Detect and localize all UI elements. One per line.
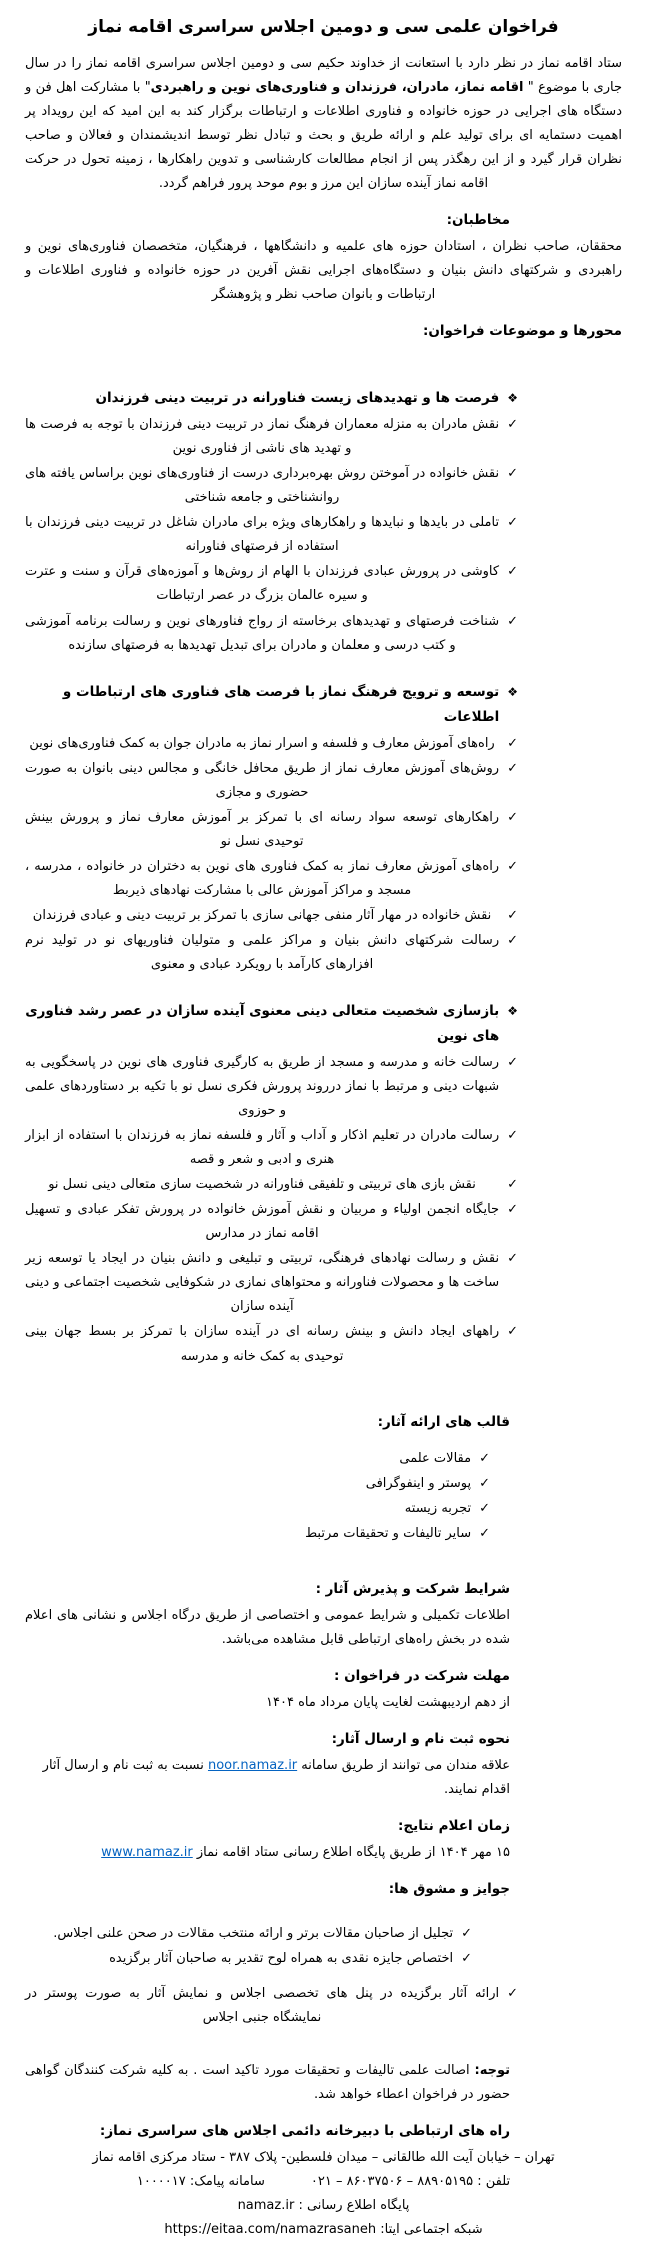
check-icon: ✓ [507, 515, 518, 531]
note-label: توجه: [474, 2063, 510, 2079]
diamond-bullet-icon: ❖ [507, 391, 518, 406]
check-icon: ✓ [507, 613, 518, 629]
bullet-text: روش‌های آموزش معارف نماز از طریق محافل خانگی و مجالس دینی بانوان به صورت حضوری و مجازی [25, 760, 500, 800]
axes-heading: محورها و موضوعات فراخوان: [422, 323, 622, 340]
intro-text-after: " با مشارکت اهل فن و دستگاه های اجرایی در حوزه خانواده و فناوری اطلاعات و ارتباطات برگزار کند به این امید که این رویداد پر اهمیت دستمایه ای برای تولید علم و ارائه طریق و بحث و تبادل نظر توسط اندیشمندان و فعالان و صاحب نظران قرار گیرد و از این رهگذر پس از انجام مطالعات کارشناسی و تدوین راهکارها ، زمینه تحول در حرکت اقامه نماز آینده سازان این مرز و بوم موحد پرور فراهم گردد. [25, 79, 622, 192]
diamond-bullet-icon: ❖ [507, 1004, 518, 1018]
registration-heading: نحوه ثبت نام و ارسال آثار: [331, 1730, 510, 1747]
check-icon: ✓ [507, 1324, 518, 1340]
bullet-text: کاوشی در پرورش عبادی فرزندان با الهام از روش‌ها و آموزه‌های قرآن و سنت و عترت و سیره عالمان بزرگ در عصر ارتباطات [25, 564, 500, 604]
bullet-text: راههای ایجاد دانش و بینش رسانه ای در آینده سازان با تمرکز بر بسط جهان بینی توحیدی به کمک خانه و مدرسه [25, 1324, 500, 1364]
bullet-text: نقش خانواده در آموختن روش بهره‌برداری درست از فناوری‌های نوین براساس یافته های روانشناختی و جامعه شناختی [25, 466, 500, 506]
intro-paragraph [25, 52, 622, 196]
contact-phone-line [25, 2170, 622, 2194]
bullet-item [25, 806, 518, 854]
bullet-item [25, 462, 518, 510]
spacer [25, 1437, 622, 1447]
award-text: ارائه آثار برگزیده در پنل های تخصصی اجلاس و نمایش آثار به صورت پوستر در نمایشگاه جنبی اجلاس [25, 1985, 500, 2025]
bullet-item [25, 904, 518, 928]
check-icon: ✓ [507, 1202, 518, 1218]
check-icon: ✓ [507, 1251, 518, 1267]
registration-text [25, 1754, 510, 1802]
format-text: پوستر و اینفوگرافی [365, 1475, 472, 1491]
spacer [25, 1370, 622, 1398]
check-icon: ✓ [507, 760, 518, 776]
noor-namaz-link[interactable]: noor.namaz.ir [207, 1757, 298, 1773]
bullet-text: رسالت مادران در تعلیم اذکار و آداب و آثار و فلسفه نماز به فرزندان با استفاده از ابزار هنری و ادبی و شعر و قصه [25, 1128, 500, 1168]
bullet-item [25, 855, 518, 903]
bullet-text: نقش مادران به منزله معماران فرهنگ نماز در تربیت دینی فرزندان با توجه به فرصت ها و تهدید های ناشی از فناوری نوین [25, 417, 500, 457]
check-icon: ✓ [507, 466, 518, 482]
audience-heading: مخاطبان: [446, 212, 510, 229]
bullet-text: رسالت خانه و مدرسه و مسجد از طریق به کارگیری فناوری های نوین در پاسخگویی به شبهات دینی و مرتبط با نماز درروند پرورش فکری نسل نو با تکیه بر دستاوردهای علمی و حوزوی [25, 1054, 500, 1119]
format-item [25, 1522, 490, 1546]
award-text: اختصاص جایزه نقدی به همراه لوح تقدیر به صاحبان آثار برگزیده [109, 1950, 454, 1966]
check-icon: ✓ [479, 1525, 490, 1541]
deadline-text: از دهم اردیبهشت لغایت پایان مرداد ماه ۱۴۰۴ [266, 1694, 510, 1710]
bullet-item [25, 1124, 518, 1172]
deadline-heading: مهلت شرکت در فراخوان : [334, 1667, 510, 1684]
check-icon: ✓ [461, 1925, 472, 1941]
check-icon: ✓ [507, 809, 518, 825]
bullet-text: راه‌های آموزش معارف نماز به کمک فناوری های نوین به دختران در خانواده ، مدرسه ، مسجد و مراکز آموزش عالی با مشارکت نهادهای ذیربط [25, 858, 500, 898]
conditions-paragraph: اطلاعات تکمیلی و شرایط عمومی و اختصاصی از طریق درگاه اجلاس و نشانی های اعلام شده در بخش راه‌های ارتباطی قابل مشاهده می‌باشد. [25, 1607, 510, 1647]
bullet-item [25, 1198, 518, 1246]
award-item [25, 1922, 472, 1946]
check-icon: ✓ [507, 564, 518, 580]
format-text: تجربه زیسته [404, 1500, 472, 1516]
bullet-item [25, 610, 518, 658]
section-heading-text: فرصت ها و تهدیدهای زیست فناورانه در تربیت دینی فرزندان [95, 390, 500, 407]
bullet-text: راه‌های آموزش معارف و فلسفه و اسرار نماز به مادران جوان به کمک فناوری‌های نوین [29, 735, 495, 751]
bullet-item [25, 929, 518, 977]
bullet-item [25, 1247, 518, 1319]
check-icon: ✓ [507, 417, 518, 433]
format-text: سایر تالیفات و تحقیقات مرتبط [305, 1525, 472, 1541]
check-icon: ✓ [461, 1950, 472, 1966]
check-icon: ✓ [479, 1450, 490, 1466]
format-item [25, 1497, 490, 1521]
sms-number: سامانه پیامک: ۱۰۰۰۰۱۷ [136, 2174, 265, 2190]
contact-heading: راه های ارتباطی با دبیرخانه دائمی اجلاس های سراسری نماز: [99, 2123, 510, 2140]
social-label: شبکه اجتماعی ایتا: [376, 2222, 483, 2238]
bullet-item [25, 1051, 518, 1123]
bullet-text: شناخت فرصتهای و تهدیدهای برخاسته از رواج فناورهای نوین و رسالت برنامه آموزشی و کتب درسی و معلمان و مادران برای تبدیل تهدیدها به فرصتهای سازنده [25, 613, 500, 653]
website-address: namaz.ir [237, 2198, 295, 2214]
check-icon: ✓ [507, 735, 518, 751]
spacer [25, 2031, 622, 2059]
contact-website-line [25, 2194, 622, 2218]
bullet-text: راهکارهای توسعه سواد رسانه ای با تمرکز بر آموزش معارف نماز و پرورش بینش توحیدی نسل نو [25, 809, 500, 849]
bullet-item [25, 1320, 518, 1368]
check-icon: ✓ [507, 907, 518, 923]
namaz-website-link[interactable]: www.namaz.ir [101, 1844, 193, 1860]
conditions-heading: شرایط شرکت و پذیرش آثار : [315, 1580, 510, 1597]
page-title: فراخوان علمی سی و دومین اجلاس سراسری اقامه نماز [88, 17, 559, 37]
section-heading-promotion [25, 680, 518, 730]
bullet-text: تاملی در بایدها و نبایدها و راهکارهای ویژه برای مادران شاغل در تربیت دینی فرزندان با استفاده از فرصتهای فناورانه [25, 515, 500, 555]
results-heading: زمان اعلام نتایج: [398, 1817, 510, 1834]
award-item [25, 1947, 472, 1971]
bullet-text: جایگاه انجمن اولیاء و مربیان و نقش آموزش خانواده در پرورش تفکر عبادی و تسهیل اقامه نماز در مدارس [25, 1202, 500, 1242]
format-text: مقالات علمی [399, 1450, 472, 1466]
bullet-text: نقش بازی های تربیتی و تلفیقی فناورانه در شخصیت سازی متعالی دینی نسل نو [48, 1177, 476, 1193]
contact-address: تهران – خیابان آیت الله طالقانی – میدان فلسطین- پلاک ۳۸۷ - ستاد مرکزی اقامه نماز [92, 2150, 555, 2166]
bullet-text: نقش خانواده در مهار آثار منفی جهانی سازی با تمرکز بر تربیت دینی و عبادی فرزندان [32, 907, 492, 923]
check-icon: ✓ [479, 1475, 490, 1491]
check-icon: ✓ [507, 932, 518, 948]
spacer [25, 1972, 622, 1982]
bullet-text: رسالت شرکتهای دانش بنیان و مراکز علمی و متولیان فناوریهای نو در تولید نرم افزارهای کارآمد با رویکرد عبادی و معنوی [25, 932, 500, 972]
website-label: پایگاه اطلاع رسانی : [294, 2198, 410, 2214]
social-address: https://eitaa.com/namazrasaneh [164, 2222, 377, 2238]
results-text-before: ۱۵ مهر ۱۴۰۴ از طریق پایگاه اطلاع رسانی ستاد اقامه نماز [192, 1844, 510, 1860]
spacer [25, 346, 622, 364]
bullet-text: نقش و رسالت نهادهای فرهنگی، تربیتی و تبلیغی و دانش بنیان در ایجاد یا توسعه زیر ساخت ها و محصولات فناورانه و محتواهای نمازی در شکوفایی شخصیت اجتماعی و دینی آینده سازان [25, 1251, 500, 1315]
check-icon: ✓ [479, 1500, 490, 1516]
check-icon: ✓ [507, 1985, 518, 2001]
awards-heading: جوایز و مشوق ها: [388, 1880, 510, 1897]
bullet-item [25, 511, 518, 559]
results-text [25, 1841, 510, 1865]
bullet-item [25, 757, 518, 805]
contact-social-line [25, 2218, 622, 2242]
check-icon: ✓ [507, 1054, 518, 1070]
bullet-item [25, 1173, 518, 1197]
spacer [25, 1547, 622, 1565]
note-text: اصالت علمی تالیفات و تحقیقات مورد تاکید است . به کلیه شرکت کنندگان گواهی حضور در فراخوان اعطاء خواهد شد. [25, 2063, 510, 2103]
bullet-item [25, 732, 518, 756]
intro-topic-bold: اقامه نماز، مادران، فرزندان و فناوری‌های نوین و راهبردی [150, 79, 524, 95]
formats-heading: قالب های ارائه آثار: [377, 1413, 510, 1430]
format-item [25, 1447, 490, 1471]
check-icon: ✓ [507, 858, 518, 874]
award-item [25, 1982, 518, 2030]
intro-text-before: ستاد اقامه نماز در نظر دارد با استعانت از خداوند حکیم سی و دومین اجلاس سراسری اقامه نماز را در سال جاری با موضوع " [25, 55, 622, 95]
note-paragraph [25, 2059, 510, 2107]
audience-paragraph: محققان، صاحب نظران ، استادان حوزه های علمیه و دانشگاهها ، فرهنگیان، متخصصان فناوری‌های نوین و راهبردی و شرکتهای دانش بنیان و دستگاه‌های اجرایی نقش آفرین در حوزه خانواده و فناوری اطلاعات و ارتباطات و بانوان صاحب نظر و پژوهشگر [25, 239, 622, 303]
section-heading-text: توسعه و ترویج فرهنگ نماز با فرصت های فناوری های ارتباطات و اطلاعات [62, 683, 500, 725]
section-heading-personality [25, 999, 518, 1049]
registration-text-before: علاقه مندان می توانند از طریق سامانه [297, 1757, 510, 1773]
format-item [25, 1472, 490, 1496]
check-icon: ✓ [507, 1128, 518, 1144]
bullet-item [25, 560, 518, 608]
check-icon: ✓ [507, 1177, 518, 1193]
registration-text-after: نسبت به ثبت نام و ارسال آثار اقدام نمایند. [42, 1757, 510, 1797]
section-heading-opportunities [25, 386, 518, 411]
bullet-item [25, 413, 518, 461]
diamond-bullet-icon: ❖ [507, 684, 518, 699]
section-heading-text: بازسازی شخصیت متعالی دینی معنوی آینده سازان در عصر رشد فناوری های نوین [25, 1003, 500, 1044]
award-text: تجلیل از صاحبان مقالات برتر و ارائه منتخب مقالات در صحن علنی اجلاس. [53, 1925, 454, 1941]
spacer [25, 1904, 622, 1922]
phone-numbers: تلفن : ۸۸۹۰۵۱۹۵ – ۸۶۰۳۷۵۰۶ – ۰۲۱ [310, 2174, 511, 2190]
